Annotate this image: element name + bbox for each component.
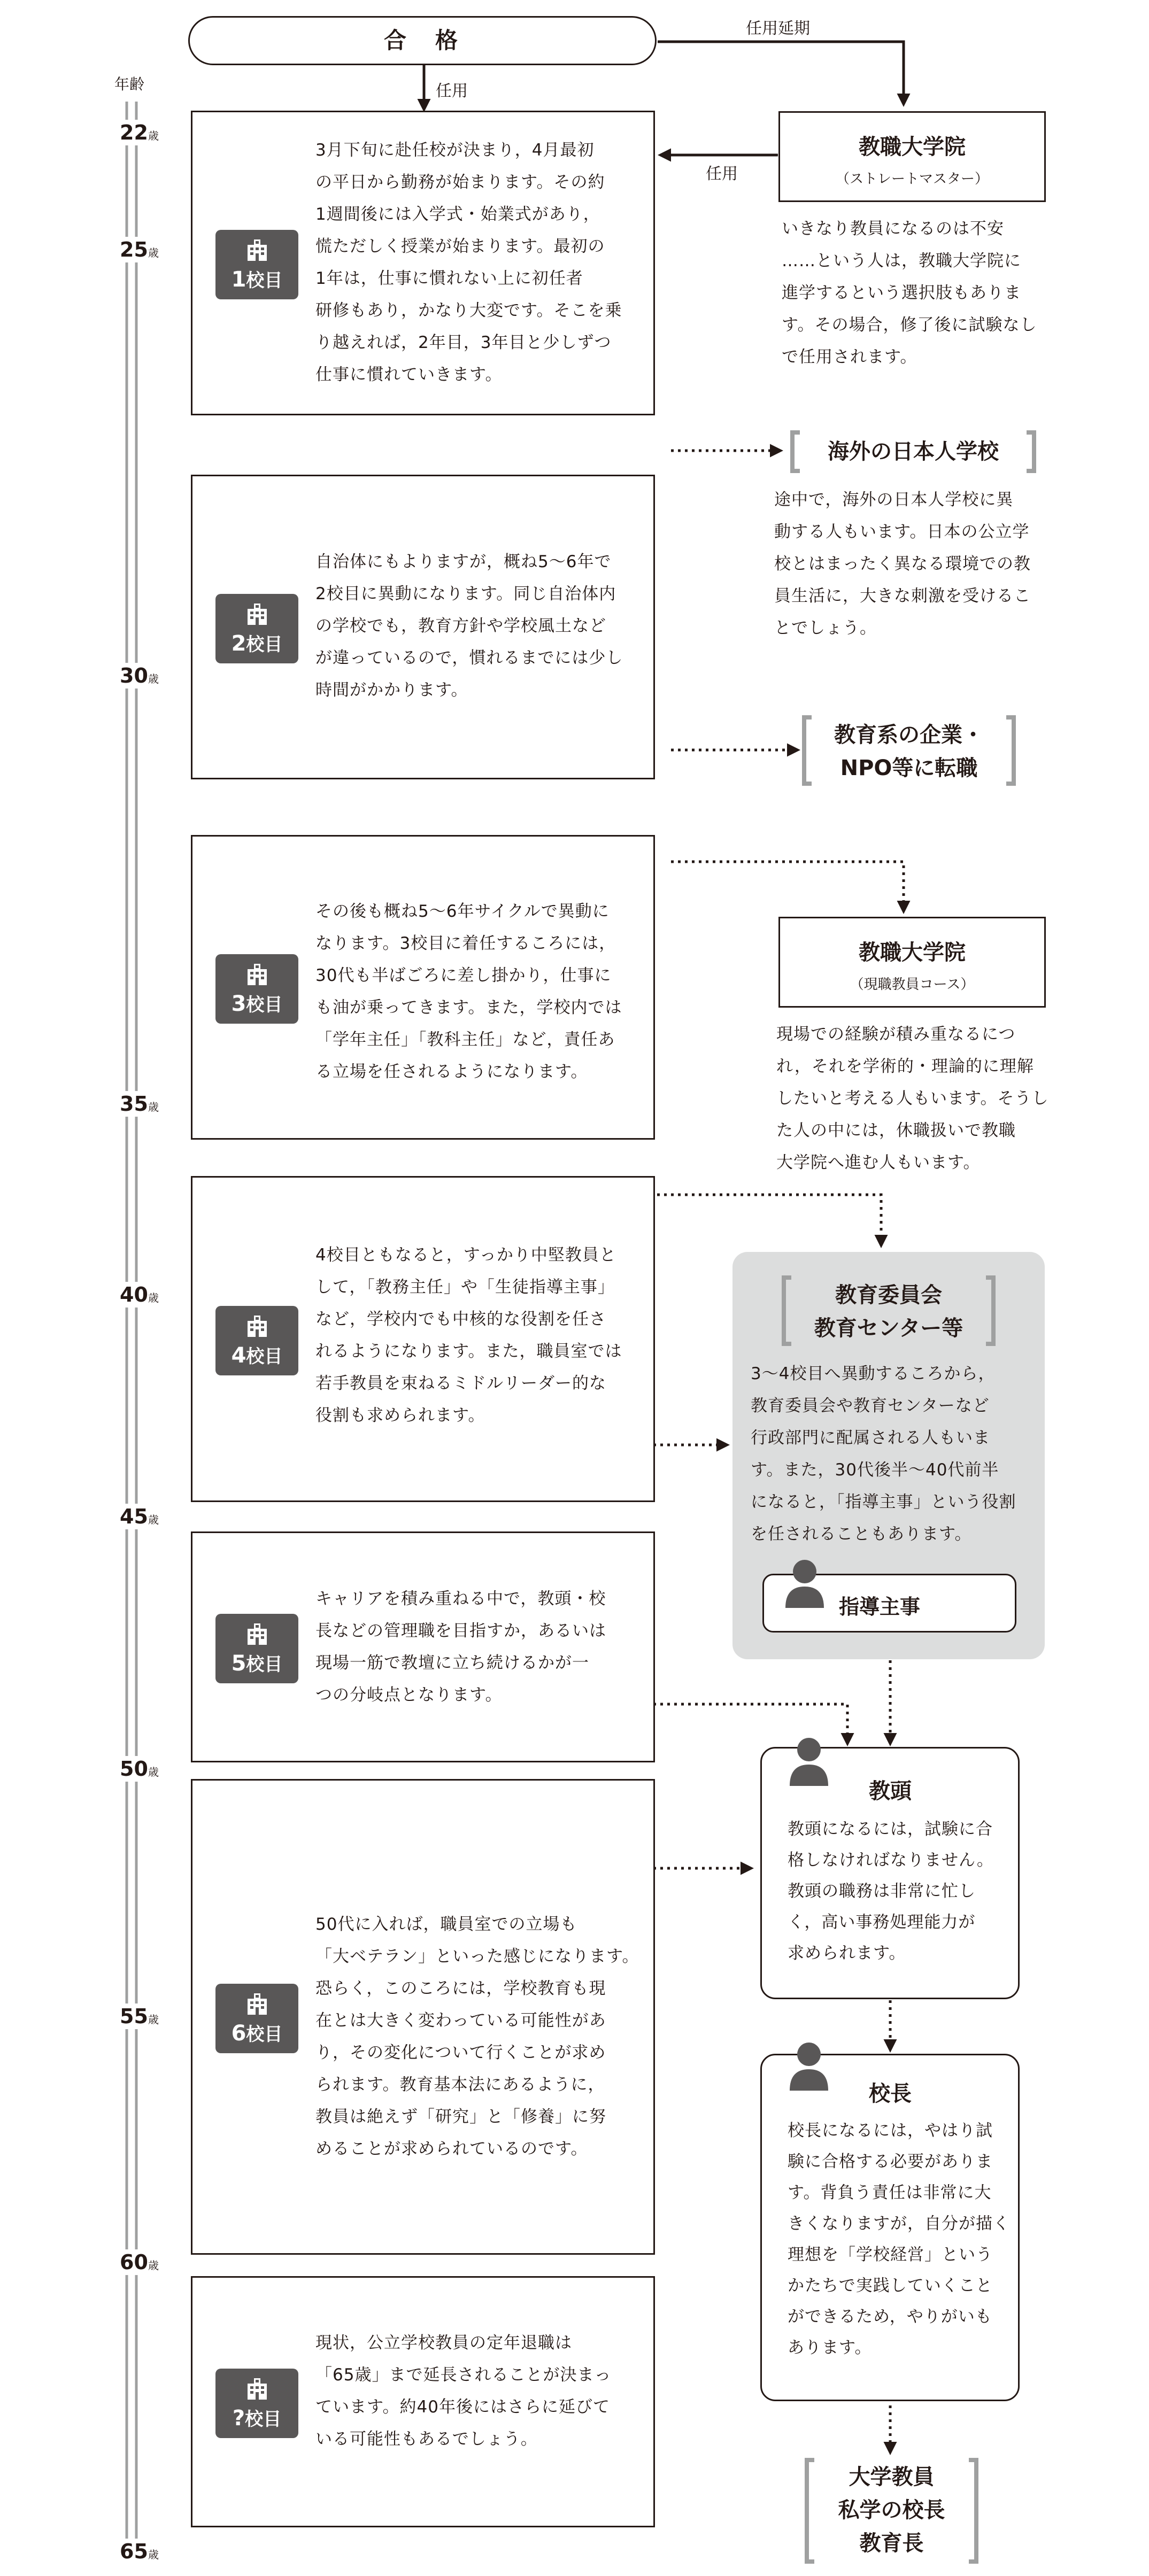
stage-number-label [215, 2404, 298, 2431]
grad-school-2-subtitle: （現職教員コース） [850, 977, 975, 993]
age-tick-55 [120, 2003, 159, 2029]
stage-number-label [215, 2020, 298, 2046]
principal-box [760, 2054, 1020, 2401]
age-tick-35 [120, 1091, 159, 1117]
stage-description: 4校目ともなると，すっかり中堅教員と して，「教務主任」や「生徒指導主事」 など，学校内でも中核的な役割を任さ れるようになります。また，職員室では 若手教員を束ねるミドルリーダー的な 役割も求められます。 [315, 1246, 622, 1425]
stage-number-label [215, 1342, 298, 1368]
arrow-hire-delay [658, 42, 904, 104]
grad-school-2-text: 現場での経験が積み重なるにつ れ，それを学術的・理論的に理解 したいと考える人もいます。そうし た人の中には，休職扱いで教職 大学院へ進む人もいます。 [776, 1025, 1049, 1172]
overseas-title: 海外の日本人学校 [828, 439, 999, 464]
stage-number-label [215, 1650, 298, 1676]
stage-suffix: 校目 [245, 2409, 282, 2430]
stage-number: ? [232, 2406, 245, 2431]
overseas-bracket [790, 430, 1036, 473]
grad-school-2-box [778, 917, 1046, 1008]
overseas-text: 途中で，海外の日本人学校に異 動する人もいます。日本の公立学 校とはまったく異なる環境での教 員生活に，大きな刺激を受けるこ とでしょう。 [774, 490, 1031, 638]
role-title: 指導主事 [839, 1595, 921, 1619]
stage-suffix: 校目 [246, 994, 283, 1016]
age-tick-value: 40 [120, 1283, 148, 1306]
stage-number-label [215, 990, 298, 1016]
grad-school-1-box [778, 111, 1046, 202]
age-tick-value: 65 [120, 2540, 148, 2563]
stage-number: 5 [231, 1651, 246, 1676]
stage-number: 1 [231, 267, 246, 292]
stage-number: 4 [231, 1343, 246, 1368]
school-icon [215, 1614, 298, 1683]
age-tick-50 [120, 1756, 159, 1782]
age-tick-unit: 歳 [148, 2013, 159, 2026]
age-tick-value: 45 [120, 1505, 148, 1528]
age-tick-unit: 歳 [148, 1513, 159, 1526]
pass-pill [188, 16, 657, 65]
age-tick-value: 22 [120, 121, 148, 144]
age-tick-unit: 歳 [148, 2548, 159, 2561]
school-icon [215, 2369, 298, 2438]
age-tick-40 [120, 1282, 159, 1308]
stage-number: 2 [231, 631, 246, 656]
after-career-bracket [805, 2458, 978, 2564]
age-tick-unit: 歳 [148, 246, 159, 259]
job-change-line-2: NPO等に転職 [840, 756, 978, 780]
school-icon [215, 594, 298, 663]
stage-suffix: 校目 [246, 270, 283, 291]
person-icon [782, 2039, 836, 2093]
stage-description: 3月下旬に赴任校が決まり，4月最初 の平日から勤務が始まります。その約 1週間後には入学式・始業式があり， 慌ただしく授業が始まります。最初の 1年は，仕事に慣れない上に初任者 研修もあり，かなり大変です。そこを乗 り越えれば，2年目，3年目と少しずつ 仕事に慣れていきます。 [315, 141, 622, 384]
school-icon [215, 1306, 298, 1375]
hire-label-2: 任用 [706, 165, 738, 183]
after-career-line-1: 大学教員 [849, 2465, 935, 2489]
board-bracket [782, 1275, 996, 1346]
stage-description: キャリアを積み重ねる中で，教頭・校 長などの管理職を目指すか，あるいは 現場一筋で教壇に立ち続けるかが一 つの分岐点となります。 [315, 1589, 606, 1705]
school-icon [215, 954, 298, 1024]
age-tick-value: 35 [120, 1092, 148, 1116]
after-career-title [805, 2461, 978, 2560]
age-tick-unit: 歳 [148, 672, 159, 685]
after-career-line-3: 教育長 [859, 2531, 924, 2556]
age-axis-title: 年齢 [114, 75, 145, 93]
grad-school-2-title: 教職大学院 [859, 940, 966, 965]
age-tick-22 [120, 120, 159, 145]
stage-number: 6 [231, 2021, 246, 2046]
age-tick-value: 60 [120, 2250, 148, 2274]
stage-description: 現状，公立学校教員の定年退職は 「65歳」まで延長されることが決まっ ています。約40年後にはさらに延びて いる可能性もあるでしょう。 [315, 2333, 612, 2449]
grad-school-1-subtitle: （ストレートマスター） [835, 171, 989, 187]
vice-principal-text: 教頭になるには，試験に合 格しなければなりません。 教頭の職務は非常に忙し く，高い事務処理能力が 求められます。 [788, 1820, 994, 1963]
age-tick-value: 25 [120, 238, 148, 261]
hire-delay-label: 任用延期 [746, 19, 810, 38]
board-title [782, 1279, 996, 1345]
age-tick-unit: 歳 [148, 1101, 159, 1113]
age-tick-30 [120, 663, 159, 689]
job-change-title [802, 718, 1016, 785]
stage-box-5 [191, 1531, 655, 1762]
person-icon [783, 1557, 826, 1610]
age-tick-unit: 歳 [148, 1766, 159, 1778]
age-tick-unit: 歳 [148, 129, 159, 142]
age-tick-60 [120, 2249, 159, 2275]
age-tick-65 [120, 2539, 159, 2564]
stage-box-6 [191, 1779, 655, 2255]
grad-school-1-text: いきなり教員になるのは不安 ……という人は，教職大学院に 進学するという選択肢もありま す。その場合，修了後に試験なし で任用されます。 [782, 219, 1037, 367]
stage-number-label [215, 266, 298, 292]
stage-box-3 [191, 835, 655, 1140]
age-tick-unit: 歳 [148, 2259, 159, 2272]
stage-box-2 [191, 475, 655, 779]
stage-box-7 [191, 2276, 655, 2527]
stage-description: 自治体にもよりますが，概ね5〜6年で 2校目に異動になります。同じ自治体内 の学校でも，教育方針や学校風土など が違っているので，慣れるまでには少し 時間がかかります。 [315, 552, 623, 700]
age-tick-value: 30 [120, 664, 148, 687]
job-change-bracket [802, 715, 1016, 786]
age-tick-45 [120, 1504, 159, 1529]
stage-number-label [215, 630, 298, 656]
stage-description: 50代に入れば，職員室での立場も 「大ベテラン」といった感じになります。 恐らく，このころには，学校教育も現 在とは大きく変わっている可能性があ り，その変化について行くことが求め られます。教育基本法にあるように， 教員は絶えず「研究」と「修養」に努 めることが求められているのです。 [315, 1915, 639, 2159]
stage-suffix: 校目 [246, 1346, 283, 1367]
principal-title: 校長 [869, 2082, 912, 2106]
board-title-line-2: 教育センター等 [814, 1316, 963, 1341]
stage-box-4 [191, 1176, 655, 1502]
arrow-grad-school-2 [671, 862, 904, 911]
hire-label: 任用 [436, 82, 468, 100]
age-tick-value: 55 [120, 2005, 148, 2028]
arrow-board-top [636, 1195, 881, 1246]
person-icon [782, 1735, 836, 1788]
school-icon [215, 230, 298, 299]
stage-suffix: 校目 [246, 1654, 283, 1675]
stage-suffix: 校目 [246, 2024, 283, 2045]
board-title-line-1: 教育委員会 [835, 1283, 942, 1308]
board-text: 3〜4校目へ異動するころから， 教育委員会や教育センターなど 行政部門に配属される人もいま す。また，30代後半〜40代前半 になると，「指導主事」という役割 を任されることもあります。 [751, 1364, 1016, 1544]
age-tick-value: 50 [120, 1757, 148, 1781]
age-tick-25 [120, 237, 159, 262]
board-panel [732, 1252, 1045, 1659]
grad-school-1-title: 教職大学院 [859, 135, 966, 159]
after-career-line-2: 私学の校長 [838, 2498, 945, 2523]
stage-description: その後も概ね5〜6年サイクルで異動に なります。3校目に着任するころには， 30代も半ばごろに差し掛かり，仕事に も油が乗ってきます。また，学校内では 「学年主任」「教科主任」など，責任あ る立場を任されるようになります。 [315, 902, 622, 1081]
vice-principal-title: 教頭 [869, 1779, 912, 1804]
stage-number: 3 [231, 992, 246, 1016]
stage-suffix: 校目 [246, 634, 283, 655]
principal-text: 校長になるには，やはり試 験に合格する必要がありま す。背負う責任は非常に大 きくなりますが，自分が描く 理想を「学校経営」という かたちで実践していくこと ができるため，やりがいも あります。 [788, 2121, 1010, 2357]
age-tick-unit: 歳 [148, 1291, 159, 1304]
stage-box-1 [191, 111, 655, 415]
job-change-line-1: 教育系の企業・ [834, 723, 984, 747]
school-icon [215, 1984, 298, 2053]
pass-label: 合 格 [383, 27, 461, 53]
